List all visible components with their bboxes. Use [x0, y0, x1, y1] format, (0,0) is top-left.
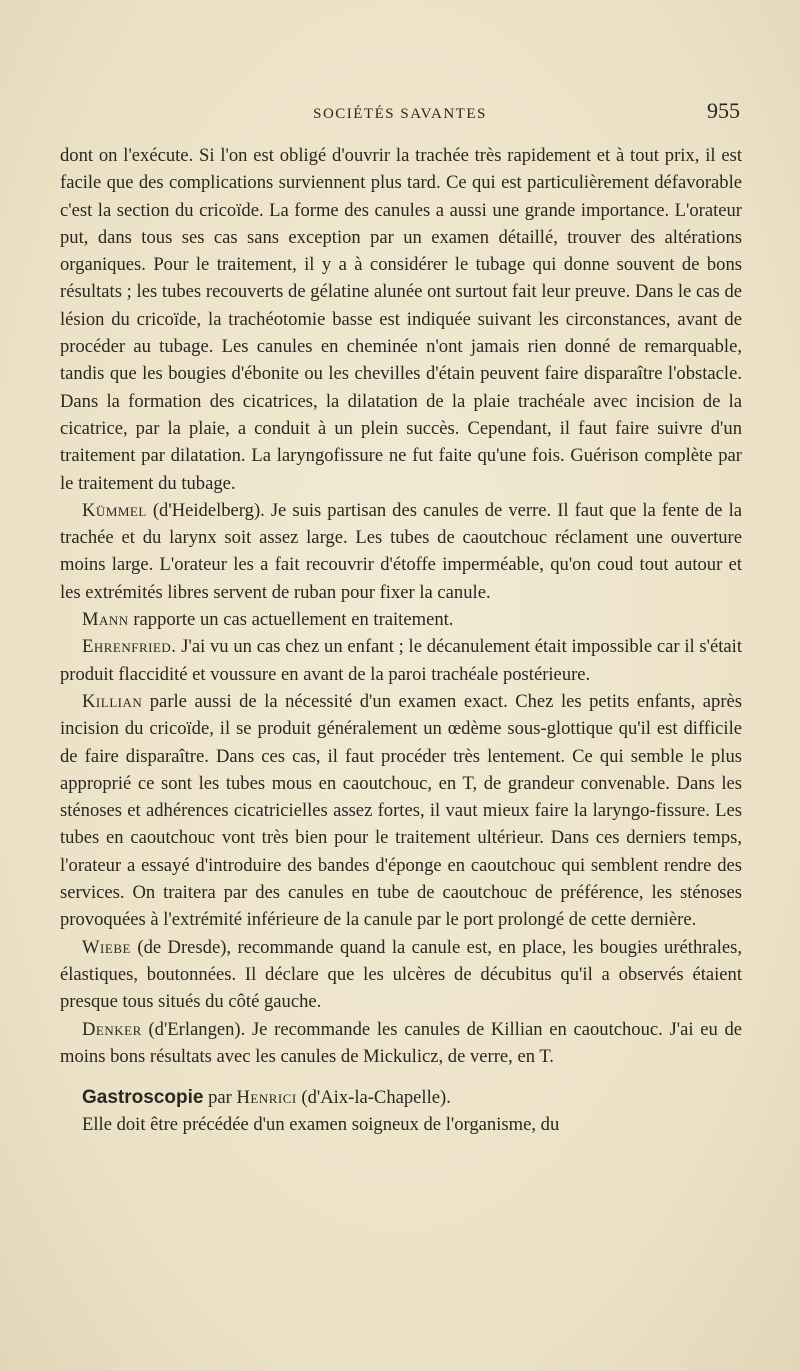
paragraph-denker: [60, 1016, 742, 1071]
paragraph-mann: [60, 606, 742, 633]
speaker-name: Wiebe: [82, 936, 131, 958]
paragraph-text: (de Dresde), recommande quand la canule est, en place, les bougies uréthrales, élastiques, boutonnées. Il déclare que les ulcères de décubitus qu'il a observés étaient presque tous situés du côté gauche.: [60, 936, 742, 1013]
speaker-name: Killian: [82, 690, 143, 712]
paragraph-text: parle aussi de la nécessité d'un examen exact. Chez les petits enfants, après incision du cricoïde, il se produit généralement un œdème sous-glottique qu'il est difficile de faire disparaître. Dans ces cas, il faut procéder très lentement. Ce qui semble le plus approprié ce sont les tubes mous en caoutchouc, en T, de grandeur convenable. Dans les sténoses et adhérences cicatricielles assez fortes, il vaut mieux faire la laryngo-fissure. Les tubes en caoutchouc vont très bien pour le traitement ultérieur. Dans ces derniers temps, l'orateur a essayé d'introduire des bandes d'éponge en caoutchouc qui semblent rendre des services. On traitera par des canules en tube de caoutchouc de préférence, les sténoses provoquées à l'extrémité inférieure de la canule par le port prolongé de cette dernière.: [60, 690, 742, 931]
paragraph-gastroscopie: Elle doit être précédée d'un examen soigneux de l'organisme, du: [82, 1114, 560, 1136]
section-title-par: par: [203, 1087, 237, 1109]
section-title-origin: (d'Aix-la-Chapelle).: [296, 1087, 451, 1109]
page-header: [60, 98, 740, 130]
paragraph-continuation: dont on l'exécute. Si l'on est obligé d'ouvrir la trachée très rapidement et à tout prix, il est facile que des complications surviennent plus tard. Ce qui est particulièrement défavorable c'est la section du cricoïde. La forme des canules a aussi une grande importance. L'orateur put, dans tous ses cas sans exception par un examen détaillé, trouver des altérations organiques. Pour le traitement, il y a à considérer le tubage qui donne souvent de bons résultats ; les tubes recouverts de gélatine alunée ont surtout fait leur preuve. Dans le cas de lésion du cricoïde, la trachéotomie basse est indiquée suivant les circonstances, avant de procéder au tubage. Les canules en cheminée n'ont jamais rien donné de remarquable, tandis que les bougies d'ébonite ou les chevilles d'étain peuvent faire disparaître l'obstacle. Dans la formation des cicatrices, la dilatation de la plaie trachéale avec incision de la cicatrice, par la plaie, a conduit à un plein succès. Cependant, il faut faire suivre d'un traitement par dilatation. La laryngofissure ne fut faite qu'une fois. Guérison complète par le traitement du tubage.: [60, 145, 742, 494]
paragraph-ehrenfried: [60, 633, 742, 688]
body-text: [60, 142, 742, 1139]
section-title: Gastroscopie: [82, 1087, 204, 1109]
speaker-name: Ehrenfried.: [82, 636, 177, 658]
paragraph-text: (d'Erlangen). Je recommande les canules de Killian en caoutchouc. J'ai eu de moins bons résultats avec les canules de Mickulicz, de verre, en T.: [60, 1018, 742, 1067]
page-number: 955: [707, 98, 740, 123]
speaker-name: Mann: [82, 609, 129, 631]
speaker-name: Denker: [82, 1018, 142, 1040]
paragraph-wiebe: [60, 934, 742, 1016]
paragraph-text: (d'Heidelberg). Je suis partisan des canules de verre. Il faut que la fente de la trachée et du larynx soit assez large. Les tubes de caoutchouc réclament une ouverture moins large. L'orateur les a fait recouvrir d'étoffe imperméable, qu'on coud tout autour et les extrémités libres servent de ruban pour fixer la canule.: [60, 499, 742, 603]
speaker-name: Henrici: [236, 1087, 297, 1109]
paragraph-kummel: [60, 497, 742, 606]
paragraph-text: J'ai vu un cas chez un enfant ; le décanulement était impossible car il s'était produit flaccidité et voussure en avant de la paroi trachéale postérieure.: [60, 636, 742, 685]
section-heading-gastroscopie: [60, 1084, 742, 1111]
paragraph-killian: [60, 688, 742, 934]
paragraph-text: rapporte un cas actuellement en traitement.: [128, 609, 454, 631]
speaker-name: Kümmel: [82, 499, 147, 521]
running-head: SOCIÉTÉS SAVANTES: [313, 106, 487, 122]
